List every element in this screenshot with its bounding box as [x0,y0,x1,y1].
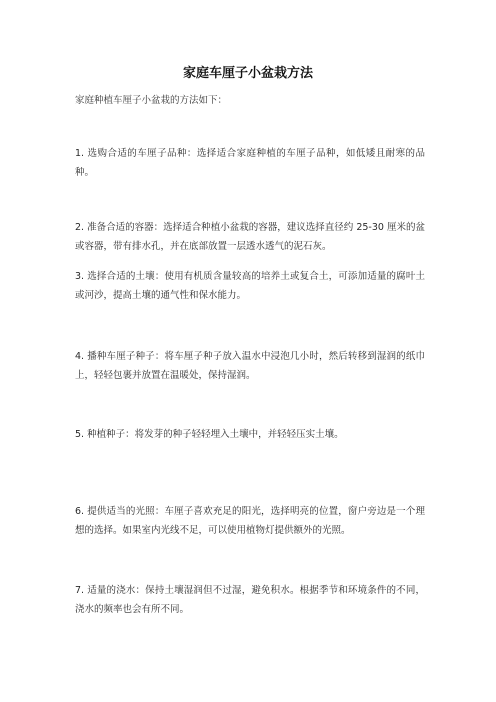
step-5: 5. 种植种子：将发芽的种子轻轻埋入土壤中，并轻轻压实土壤。 [75,429,344,440]
step-7: 7. 适量的浇水：保持土壤湿润但不过湿，避免积水。根据季节和环境条件的不同，浇水的频率也会有所不同。 [75,585,425,615]
step-4: 4. 播种车厘子种子：将车厘子种子放入温水中浸泡几小时，然后转移到湿润的纸巾上，轻轻包裹并放置在温暖处，保持湿润。 [75,351,425,381]
document-title: 家庭车厘子小盆栽方法 [182,66,313,81]
step-2: 2. 准备合适的容器：选择适合种植小盆栽的容器，建议选择直径约 25-30 厘米的盆或容器，带有排水孔，并在底部放置一层透水透气的泥石灰。 [75,222,425,252]
step-1: 1. 选购合适的车厘子品种：选择适合家庭种植的车厘子品种，如低矮且耐寒的品种。 [75,148,425,178]
step-3: 3. 选择合适的土壤：使用有机质含量较高的培养土或复合土，可添加适量的腐叶土或河沙，提高土壤的通气性和保水能力。 [75,271,425,301]
step-6: 6. 提供适当的光照：车厘子喜欢充足的阳光，选择明亮的位置，窗户旁边是一个理想的选择。如果室内光线不足，可以使用植物灯提供额外的光照。 [75,506,425,536]
intro-text: 家庭种植车厘子小盆栽的方法如下： [75,95,228,106]
